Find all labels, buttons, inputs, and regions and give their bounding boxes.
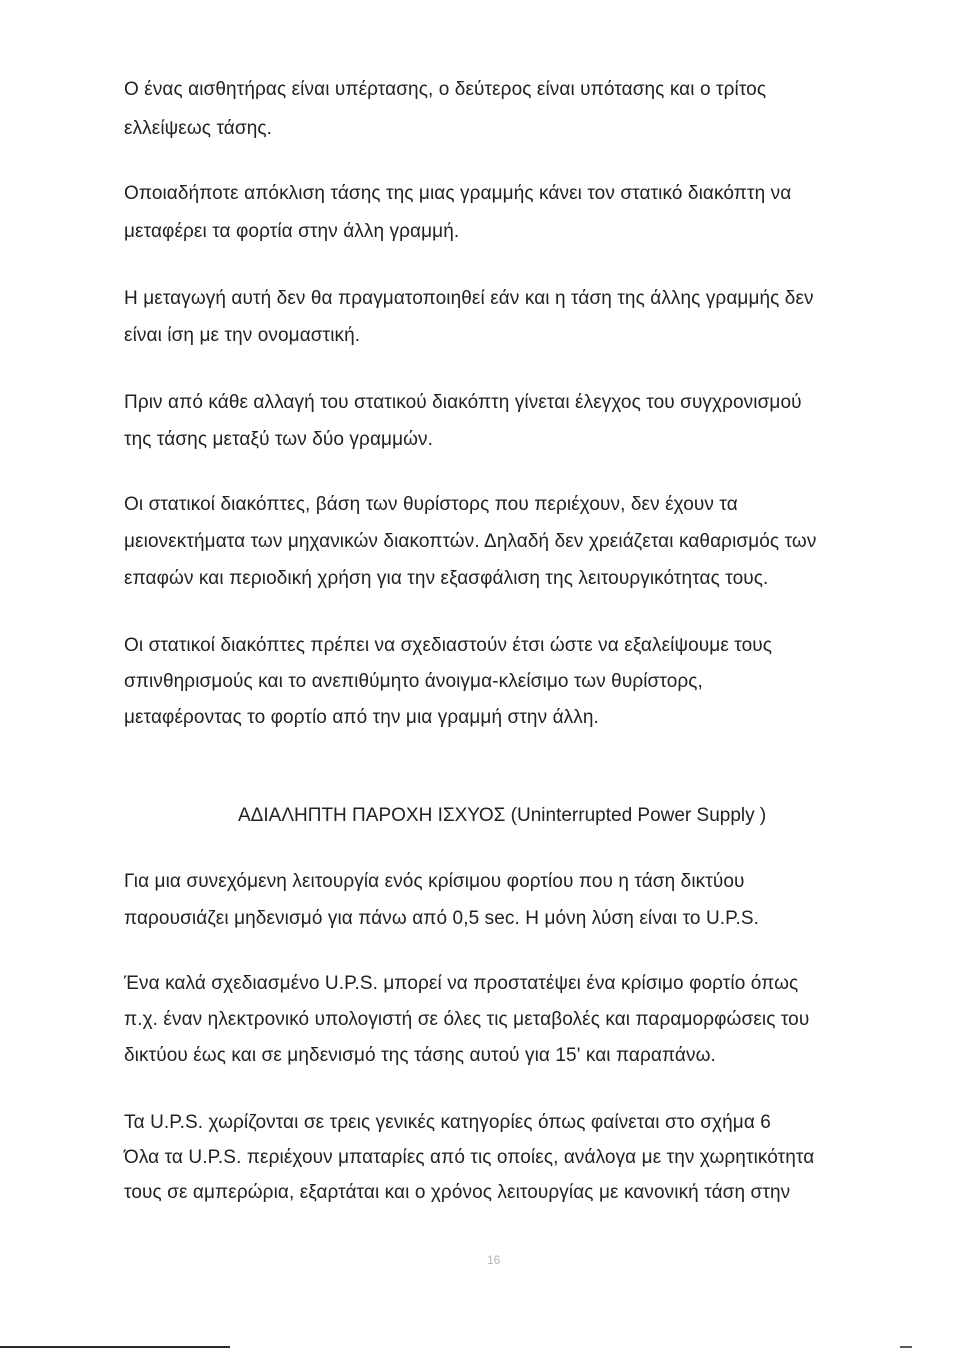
paragraph-7-line-2: παρουσιάζει μηδενισμό για πάνω από 0,5 sec. Η μόνη λύση είναι το U.P.S. <box>124 908 760 929</box>
paragraph-4-line-2: της τάσης μεταξύ των δύο γραμμών. <box>124 429 434 450</box>
section-heading: ΑΔΙΑΛΗΠΤΗ ΠΑΡΟΧΗ ΙΣΧΥΟΣ (Uninterrupted Power Supply ) <box>238 805 767 826</box>
bottom-scan-rule <box>0 1346 230 1348</box>
paragraph-5-line-2: μειονεκτήματα των μηχανικών διακοπτών. Δηλαδή δεν χρειάζεται καθαρισμός των <box>124 531 817 552</box>
paragraph-1-line-2: ελλείψεως τάσης. <box>124 118 272 139</box>
paragraph-9-line-2: Όλα τα U.P.S. περιέχουν μπαταρίες από τις οποίες, ανάλογα με την χωρητικότητα <box>124 1147 815 1168</box>
bottom-scan-mark <box>900 1346 912 1348</box>
paragraph-8-line-2: π.χ. έναν ηλεκτρονικό υπολογιστή σε όλες τις μεταβολές και παραμορφώσεις του <box>124 1009 810 1030</box>
paragraph-6-line-2: σπινθηρισμούς και το ανεπιθύμητο άνοιγμα-κλείσιμο των θυρίστορς, <box>124 671 703 692</box>
paragraph-3-line-2: είναι ίση με την ονομαστική. <box>124 325 361 346</box>
paragraph-3-line-1: Η μεταγωγή αυτή δεν θα πραγματοποιηθεί εάν και η τάση της άλλης γραμμής δεν <box>124 288 814 309</box>
paragraph-2-line-1: Οποιαδήποτε απόκλιση τάσης της μιας γραμμής κάνει τον στατικό διακόπτη να <box>124 183 792 204</box>
paragraph-4-line-1: Πριν από κάθε αλλαγή του στατικού διακόπτη γίνεται έλεγχος του συγχρονισμού <box>124 392 802 413</box>
paragraph-9-line-3: τους σε αμπερώρια, εξαρτάται και ο χρόνος λειτουργίας με κανονική τάση στην <box>124 1182 791 1203</box>
paragraph-7-line-1: Για μια συνεχόμενη λειτουργία ενός κρίσιμου φορτίου που η τάση δικτύου <box>124 871 745 892</box>
paragraph-6-line-3: μεταφέροντας το φορτίο από την μια γραμμή στην άλλη. <box>124 707 599 728</box>
paragraph-1-line-1: Ο ένας αισθητήρας είναι υπέρτασης, ο δεύτερος είναι υπότασης και ο τρίτος <box>124 79 767 100</box>
paragraph-8-line-1: Ένα καλά σχεδιασμένο U.P.S. μπορεί να προστατέψει ένα κρίσιμο φορτίο όπως <box>124 973 799 994</box>
paragraph-9-line-1: Τα U.P.S. χωρίζονται σε τρεις γενικές κατηγορίες όπως φαίνεται στο σχήμα 6 <box>124 1112 771 1133</box>
page-number: 16 <box>487 1253 501 1267</box>
paragraph-6-line-1: Οι στατικοί διακόπτες πρέπει να σχεδιαστούν έτσι ώστε να εξαλείψουμε τους <box>124 635 773 656</box>
paragraph-2-line-2: μεταφέρει τα φορτία στην άλλη γραμμή. <box>124 221 460 242</box>
paragraph-8-line-3: δικτύου έως και σε μηδενισμό της τάσης αυτού για 15' και παραπάνω. <box>124 1045 716 1066</box>
paragraph-5-line-3: επαφών και περιοδική χρήση για την εξασφάλιση της λειτουργικότητας τους. <box>124 568 769 589</box>
paragraph-5-line-1: Οι στατικοί διακόπτες, βάση των θυρίστορς που περιέχουν, δεν έχουν τα <box>124 494 738 515</box>
